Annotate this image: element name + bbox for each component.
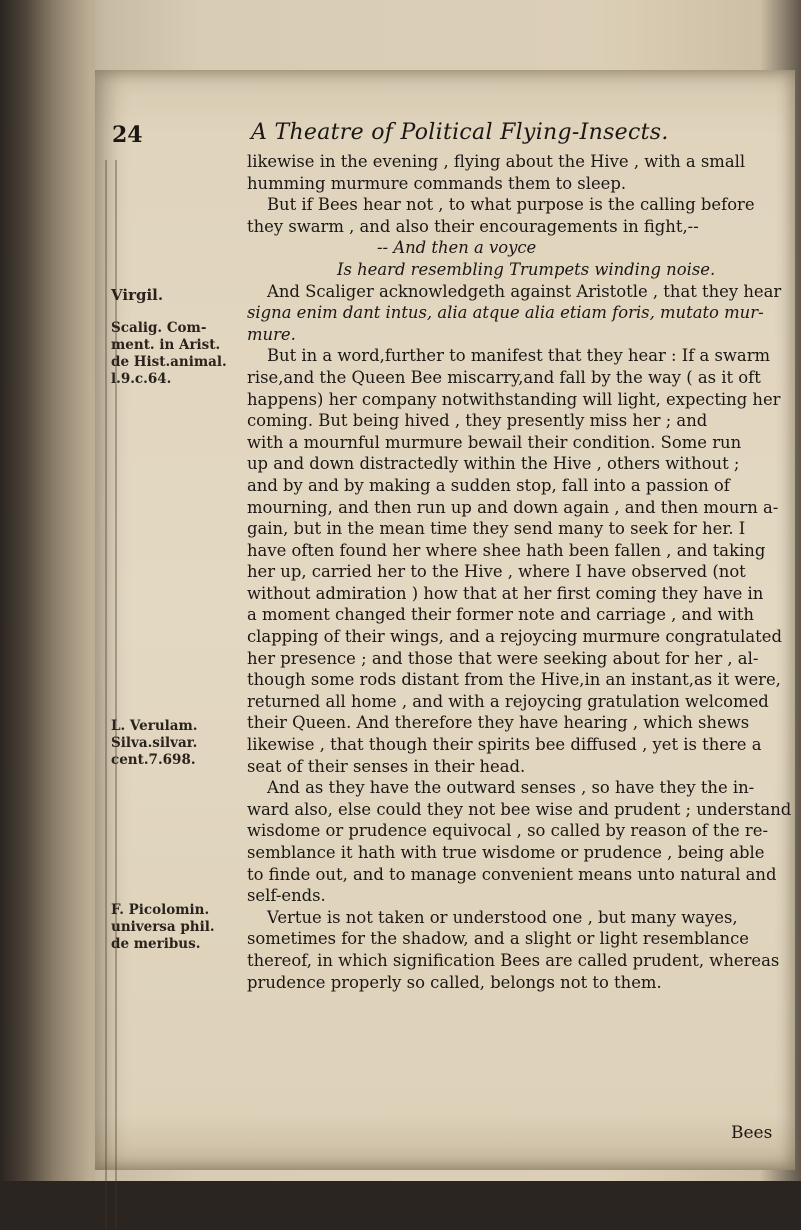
body-line: with a mournful murmure bewail their condition. Some run: [247, 432, 742, 452]
body-line: their Queen. And therefore they have hearing , which shews: [247, 713, 750, 733]
body-line: coming. But being hived , they presently miss her ; and: [247, 411, 708, 431]
body-line: And Scaliger acknowledgeth against Aristotle , that they hear: [267, 281, 782, 301]
body-text: [247, 151, 792, 993]
body-line: her presence ; and those that were seeking about for her , al-: [247, 648, 759, 668]
body-line: But in a word,further to manifest that they hear : If a swarm: [267, 346, 771, 366]
body-line: mourning, and then run up and down again , and then mourn a-: [247, 497, 779, 517]
body-line: her up, carried her to the Hive , where I have observed (not: [247, 562, 746, 582]
body-line: And as they have the outward senses , so have they the in-: [267, 778, 755, 798]
margin-note-virgil: Virgil.: [111, 286, 164, 304]
body-line: returned all home , and with a rejoycing gratulation welcomed: [247, 691, 769, 711]
body-line: though some rods distant from the Hive,in an instant,as it were,: [247, 670, 781, 690]
body-line: Vertue is not taken or understood one , but many wayes,: [267, 907, 738, 927]
verse-line: -- And then a voyce: [377, 238, 537, 258]
page-number: 24: [112, 122, 143, 148]
body-line: likewise , that though their spirits bee diffused , yet is there a: [247, 735, 762, 755]
margin-note-picolomini: F. Picolomin. universa phil. de meribus.: [111, 902, 215, 952]
body-line: up and down distractedly within the Hive , others without ;: [247, 454, 740, 474]
book-binding-edge: [0, 0, 95, 1181]
body-line: seat of their senses in their head.: [247, 756, 526, 776]
margin-note-verulam: L. Verulam. Silva.silvar. cent.7.698.: [111, 718, 198, 768]
verse-line: Is heard resembling Trumpets winding noise.: [337, 259, 716, 279]
body-line: But if Bees hear not , to what purpose is the calling before: [267, 195, 755, 215]
body-line: thereof, in which signification Bees are called prudent, whereas: [247, 950, 780, 970]
catchword: Bees: [731, 1123, 773, 1143]
latin-quote-line: mure.: [247, 324, 296, 344]
body-line: gain, but in the mean time they send many to seek for her. I: [247, 519, 746, 539]
body-line: have often found her where shee hath been fallen , and taking: [247, 540, 766, 560]
latin-quote-line: signa enim dant intus, alia atque alia etiam foris, mutato mur-: [247, 303, 764, 323]
running-head: A Theatre of Political Flying-Insects.: [251, 120, 669, 145]
body-line: rise,and the Queen Bee miscarry,and fall by the way ( as it oft: [247, 367, 761, 387]
body-line: semblance it hath with true wisdome or prudence , being able: [247, 843, 765, 862]
body-line: likewise in the evening , flying about the Hive , with a small: [247, 152, 746, 171]
body-line: prudence properly so called, belongs not to them.: [247, 972, 662, 992]
body-line: happens) her company notwithstanding will light, expecting her: [247, 389, 781, 409]
body-line: sometimes for the shadow, and a slight or light resemblance: [247, 929, 749, 949]
margin-note-scaliger: Scalig. Com- ment. in Arist. de Hist.animal. l.9.c.64.: [111, 320, 227, 387]
body-line: wisdome or prudence equivocal , so called by reason of the re-: [247, 821, 768, 841]
body-line: a moment changed their former note and carriage , and with: [247, 605, 754, 625]
body-line: and by and by making a sudden stop, fall into a passion of: [247, 475, 730, 495]
body-line: they swarm , and also their encouragements in fight,--: [247, 216, 699, 236]
body-line: without admiration ) how that at her first coming they have in: [247, 583, 764, 603]
body-line: self-ends.: [247, 886, 326, 906]
body-line: ward also, else could they not bee wise and prudent ; understand: [247, 799, 792, 819]
body-line: clapping of their wings, and a rejoycing murmure congratulated: [247, 627, 782, 647]
page-edge-line: [105, 160, 107, 1230]
body-line: humming murmure commands them to sleep.: [247, 173, 627, 193]
body-line: to finde out, and to manage convenient means unto natural and: [247, 864, 777, 884]
